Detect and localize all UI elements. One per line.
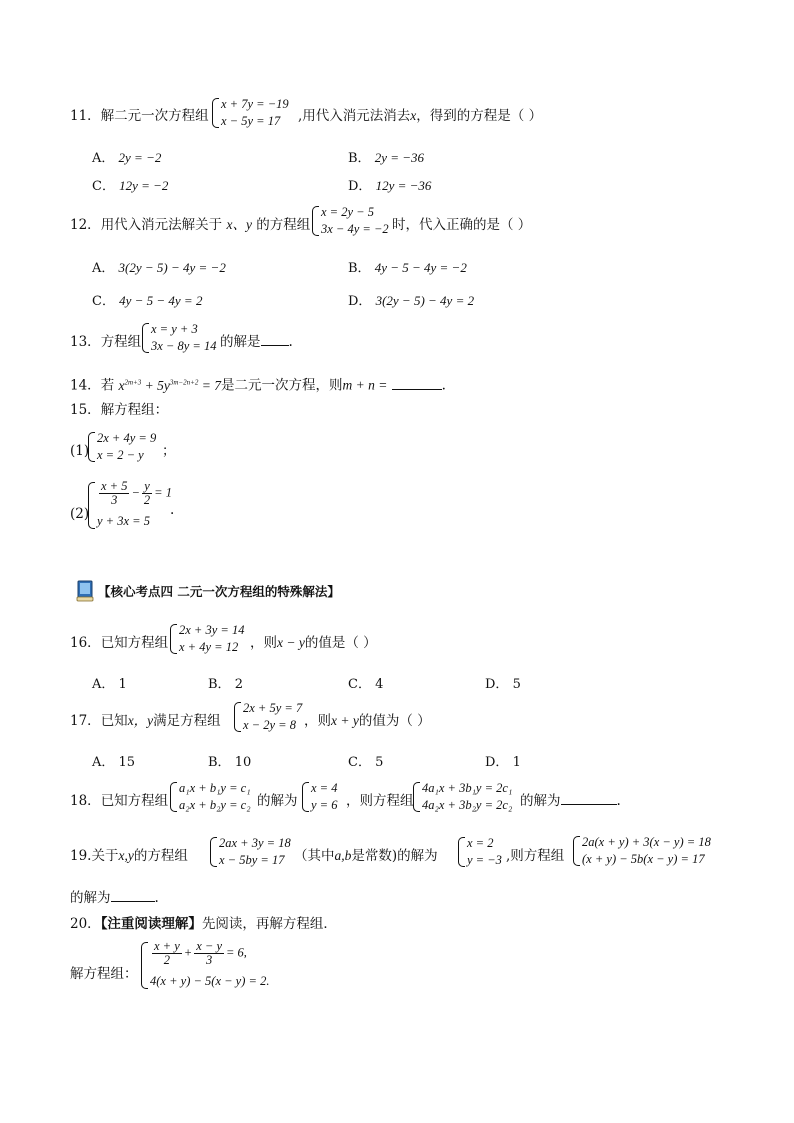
q17-option-b[interactable]: B． 10 (208, 755, 252, 770)
q18-system-2: 4a₁x + 3b₁y = 2c₁ 4a₂x + 3b₂y = 2c₂ (413, 780, 512, 814)
q15-part2-end: . (170, 502, 175, 518)
q16-option-b[interactable]: B． 2 (208, 677, 243, 692)
q18-stem: 18．已知方程组 (70, 793, 169, 809)
q16-system: 2x + 3y = 14 x + 4y = 12 (170, 622, 244, 656)
q17-option-d[interactable]: D． 1 (485, 755, 521, 770)
q18-system: a₁x + b₁y = c₁ a₂x + b₂y = c₂ (170, 780, 251, 814)
q18-stem-end: 的解为 . (520, 793, 621, 809)
q12-option-d[interactable]: D． 3(2y − 5) − 4y = 2 (348, 293, 475, 309)
q13-stem: 13．方程组 (70, 334, 142, 350)
q12-option-c[interactable]: C． 4y − 5 − 4y = 2 (92, 293, 203, 309)
q17-system: 2x + 5y = 7 x − 2y = 8 (234, 700, 302, 734)
q19-mid2: ,则方程组 (506, 848, 565, 864)
q16-option-d[interactable]: D． 5 (485, 677, 521, 692)
q14-answer-blank[interactable] (392, 377, 442, 390)
q18-solution: x = 4 y = 6 (302, 780, 337, 814)
q20-fraction-1: $\frac{x + y}{2}$ (154, 939, 180, 967)
q19-system: 2ax + 3y = 18 x − 5by = 17 (210, 835, 291, 869)
q13-system: x = y + 3 3x − 8y = 14 (142, 321, 216, 355)
q19-answer-blank[interactable] (111, 889, 155, 902)
q12-system: x = 2y − 5 3x − 4y = −2 (312, 204, 389, 238)
q13-answer-blank[interactable] (261, 333, 289, 346)
q15-part2-system: $\frac{x + 5}{3}$ − $\frac{y}{2}$ = 1 y + 3x = 5 (88, 480, 172, 531)
q12-stem: 12．用代入消元法解关于 x、y 的方程组 (70, 217, 311, 233)
q14-stem: 14．若 $x^{2m+3} + 5y^{3m-2n+2} = 7$是二元一次方程，则m + n = . (70, 377, 446, 394)
q15-fraction-2: $\frac{y}{2}$ (143, 479, 151, 507)
q16-option-c[interactable]: C． 4 (348, 677, 384, 692)
q12-option-a[interactable]: A． 3(2y − 5) − 4y = −2 (92, 260, 226, 276)
q18-answer-blank[interactable] (561, 792, 617, 805)
q20-stem: 20．【注重阅读理解】先阅读，再解方程组． (70, 916, 337, 932)
q17-option-a[interactable]: A． 15 (92, 755, 136, 770)
section-title: 【核心考点四 二元一次方程组的特殊解法】 (98, 584, 340, 599)
q16-stem: 16．已知方程组 (70, 635, 169, 651)
q15-stem: 15．解方程组： (70, 402, 169, 418)
q11-option-a[interactable]: A． 2y = −2 (92, 150, 162, 166)
q20-system: $\frac{x + y}{2}$ + $\frac{x - y}{3}$ = 6, 4(x + y) − 5(x − y) = 2. (141, 940, 269, 991)
q15-part1-end: ； (162, 443, 176, 459)
q11-stem-end: ,用代入消元法消去x，得到的方程是（ ） (298, 108, 543, 124)
q15-part2-label: (2) (70, 506, 90, 522)
q11-option-b[interactable]: B． 2y = −36 (348, 150, 425, 166)
book-icon (75, 580, 95, 602)
q19-solution: x = 2 y = −3 (458, 835, 502, 869)
q17-stem: 17．已知x，y满足方程组 (70, 713, 221, 729)
q18-mid2: ，则方程组 (346, 793, 414, 809)
q16-option-a[interactable]: A． 1 (92, 677, 127, 692)
q15-part1-system: 2x + 4y = 9 x = 2 − y (88, 430, 156, 464)
q12-option-b[interactable]: B． 4y − 5 − 4y = −2 (348, 260, 467, 276)
q17-option-c[interactable]: C． 5 (348, 755, 384, 770)
q19-mid: （其中a,b是常数)的解为 (294, 848, 438, 864)
q11-option-c[interactable]: C． 12y = −2 (92, 178, 169, 194)
q11-stem: 11．解二元一次方程组 (70, 108, 209, 124)
q20-fraction-2: $\frac{x - y}{3}$ (196, 939, 222, 967)
q19-system-2: 2a(x + y) + 3(x − y) = 18 (x + y) − 5b(x − y) = 17 (573, 834, 711, 868)
q13-stem-end: 的解是 . (220, 334, 293, 350)
q11-system: x + 7y = −19 x − 5y = 17 (212, 96, 289, 130)
q18-mid: 的解为 (257, 793, 298, 809)
q20-label: 解方程组： (70, 966, 138, 982)
q15-fraction-1: $\frac{x + 5}{3}$ (101, 479, 128, 507)
q16-stem-end: ，则x − y的值是（ ） (250, 635, 377, 651)
q19-stem: 19.关于x,y的方程组 (70, 848, 188, 864)
q17-stem-end: ，则x + y的值为（ ） (304, 713, 431, 729)
q12-stem-end: 时，代入正确的是（ ） (392, 217, 532, 233)
q11-option-d[interactable]: D． 12y = −36 (348, 178, 432, 194)
q19-line2: 的解为 . (70, 890, 159, 906)
q15-part1-label: (1) (70, 443, 90, 459)
